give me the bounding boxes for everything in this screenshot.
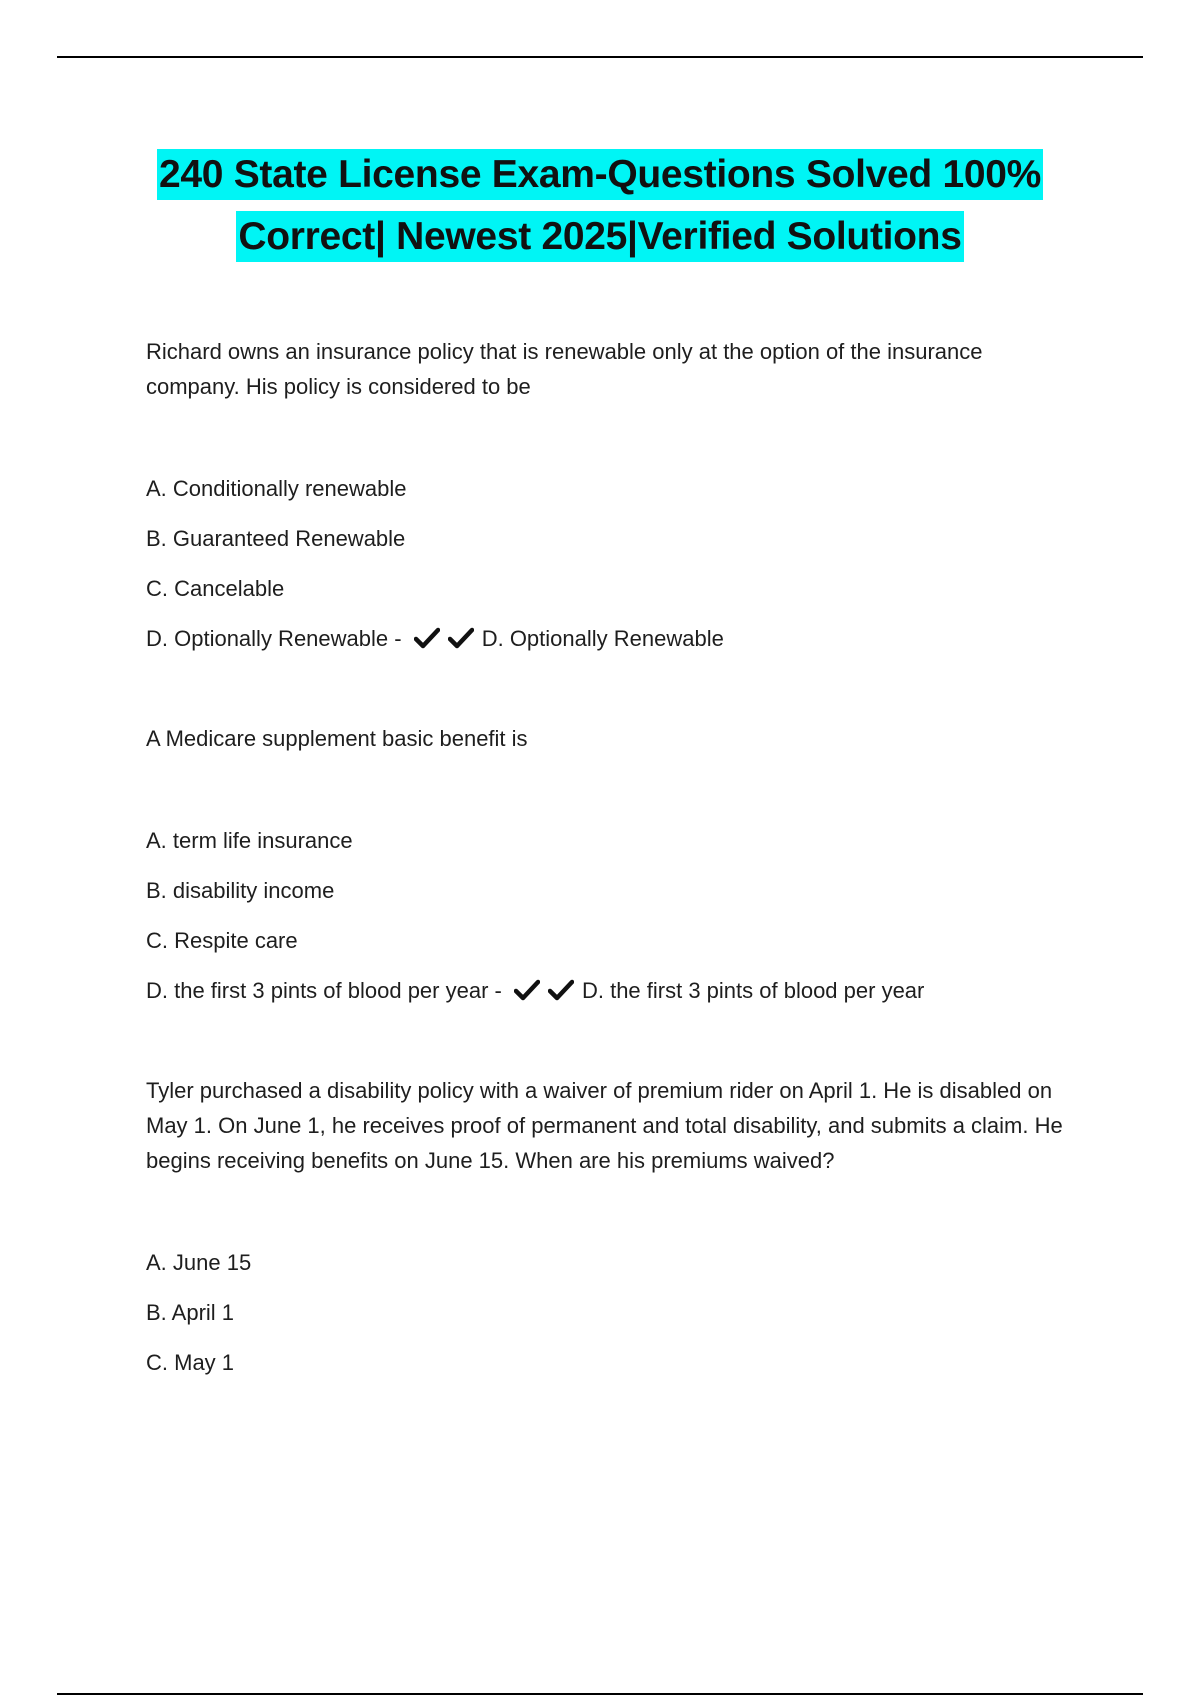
correct-answer: D. the first 3 pints of blood per year [581,978,925,1003]
question-block [146,334,1076,675]
document-title [0,144,1200,268]
top-divider [57,56,1143,58]
option-c: C. Respite care [146,928,298,953]
option-b: B. April 1 [146,1300,235,1325]
correct-answer: D. Optionally Renewable [481,626,724,651]
title-line-2: Correct| Newest 2025|Verified Solutions [236,211,963,262]
option-d-answer [146,621,1076,675]
option-c: C. Cancelable [146,576,285,601]
question-list [146,334,1076,1395]
question-text: Richard owns an insurance policy that is renewable only at the option of the insurance company. His policy is considered to be [146,339,983,399]
option-b: B. disability income [146,878,335,903]
question-block [146,721,1076,1027]
option-d-answer [146,973,1076,1027]
check-icon [448,627,474,649]
bottom-divider [57,1693,1143,1695]
option-c: C. May 1 [146,1350,235,1375]
question-text: A Medicare supplement basic benefit is [146,726,528,751]
option-a: A. Conditionally renewable [146,476,407,501]
check-icon [548,979,574,1001]
option-a: A. term life insurance [146,828,353,853]
option-b: B. Guaranteed Renewable [146,526,406,551]
check-icon [514,979,540,1001]
check-icon [414,627,440,649]
option-d: D. the first 3 pints of blood per year - [146,978,502,1003]
question-text: Tyler purchased a disability policy with a waiver of premium rider on April 1. He is disabled on May 1. On June 1, he receives proof of permanent and total disability, and submits a claim. He begins receiving benefits on June 15. When are his premiums waived? [146,1078,1063,1173]
question-block [146,1073,1076,1395]
option-a: A. June 15 [146,1250,252,1275]
title-line-1: 240 State License Exam-Questions Solved 100% [157,149,1043,200]
option-d: D. Optionally Renewable - [146,626,402,651]
